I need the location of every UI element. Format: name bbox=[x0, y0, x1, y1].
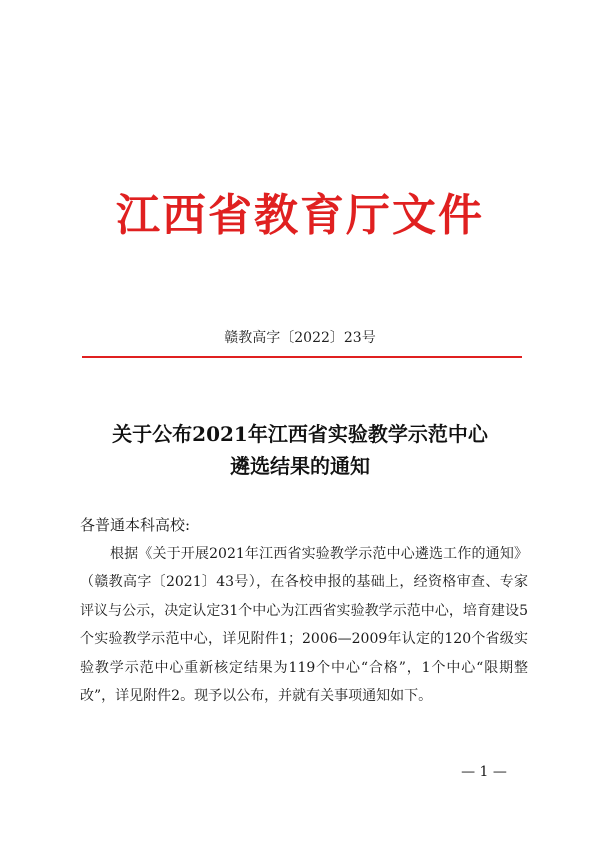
salutation: 各普通本科高校: bbox=[80, 516, 191, 534]
header-red-divider bbox=[82, 356, 522, 358]
body-paragraph: 根据《关于开展2021年江西省实验教学示范中心遴选工作的通知》（赣教高字〔2021〕43号），在各校申报的基础上，经资格审查、专家评议与公示，决定认定31个中心为江西省实验教学示范中心，培育建设5个实验教学示范中心，详见附件1；2006—2009年认定的120个省级实验教学示范中心重新核定结果为119个中心“合格”，1个中心“限期整改”，详见附件2。现予以公布，并就有关事项通知如下。 bbox=[80, 546, 528, 705]
notice-title-line-1: 关于公布2021年江西省实验教学示范中心 bbox=[112, 422, 488, 446]
notice-title-line-2: 遴选结果的通知 bbox=[230, 454, 370, 478]
document-header-title: 江西省教育厅文件 bbox=[116, 190, 484, 241]
page-number: — 1 — bbox=[461, 764, 507, 780]
notice-title bbox=[0, 418, 600, 482]
document-number: 赣教高字〔2022〕23号 bbox=[224, 330, 376, 346]
